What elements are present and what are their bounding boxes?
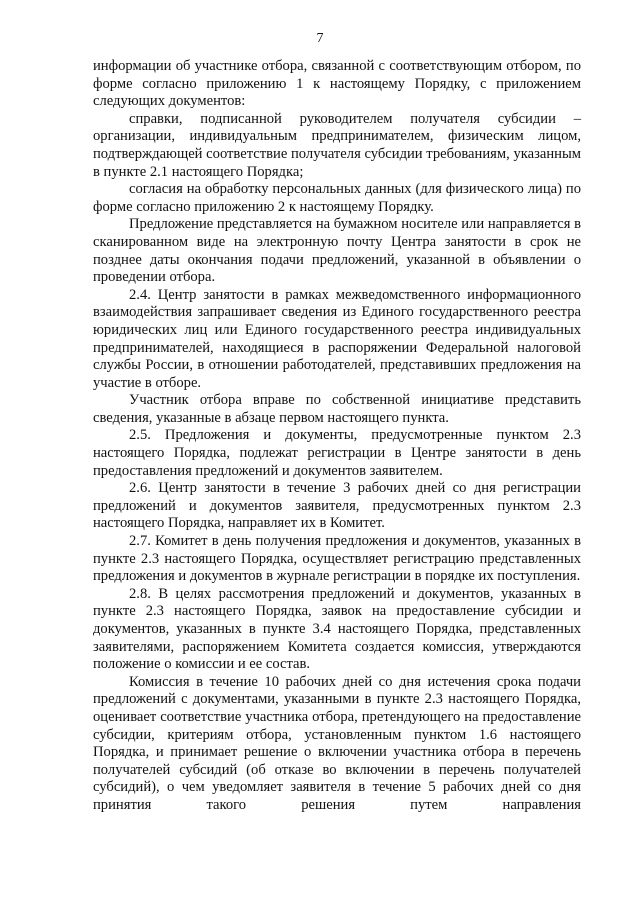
paragraph-certificate: справки, подписанной руководителем получателя субсидии – организации, индивидуальным предпринимателем, физическим лицом, подтверждающей соответствие получателя субсидии требованиям, указанным в пункте 2.1 настоящего Порядка; [93, 110, 581, 180]
paragraph-own-initiative: Участник отбора вправе по собственной инициативе представить сведения, указанные в абзаце первом настоящего пункта. [93, 392, 581, 426]
paragraph-2-5: 2.5. Предложения и документы, предусмотренные пунктом 2.3 настоящего Порядка, подлежат регистрации в Центре занятости в день предоставления предложений и документов заявителем. [93, 427, 581, 479]
paragraph-2-4: 2.4. Центр занятости в рамках межведомственного информационного взаимодействия запрашивает сведения из Единого государственного реестра юридических лиц или Единого государственного реестра индивидуальных предпринимателей, находящиеся в распоряжении Федеральной налоговой службы России, в отношении работодателей, представивших предложения на участие в отборе. [93, 286, 581, 391]
paragraph-2-8: 2.8. В целях рассмотрения предложений и документов, указанных в пункте 2.3 настоящего Порядка, заявок на предоставление субсидии и документов, указанных в пункте 3.4 настоящего Порядка, представленных заявителями, распоряжением Комитета создается комиссия, утверждаются положение о комиссии и ее состав. [93, 585, 581, 673]
paragraph-proposal-submission: Предложение представляется на бумажном носителе или направляется в сканированном виде на электронную почту Центра занятости в срок не позднее даты окончания подачи предложений, указанной в объявлении о проведении отбора. [93, 216, 581, 286]
paragraph-2-7: 2.7. Комитет в день получения предложения и документов, указанных в пункте 2.3 настоящего Порядка, осуществляет регистрацию представленных предложения и документов в журнале регистрации в порядке их поступления. [93, 533, 581, 585]
paragraph-consent: согласия на обработку персональных данных (для физического лица) по форме согласно приложению 2 к настоящему Порядку. [93, 181, 581, 215]
paragraph-commission: Комиссия в течение 10 рабочих дней со дня истечения срока подачи предложений с документами, указанными в пункте 2.3 настоящего Порядка, оценивает соответствие участника отбора, претендующего на предоставление субсидии, критериям отбора, установленным пунктом 1.6 настоящего Порядка, и принимает решение о включении участника отбора в перечень получателей субсидий (об отказе во включении в перечень получателей субсидий), о чем уведомляет заявителя в течение 5 рабочих дней со дня принятия такого решения путем направления [93, 673, 581, 813]
paragraph-continuation: информации об участнике отбора, связанной с соответствующим отбором, по форме согласно приложению 1 к настоящему Порядку, с приложением следующих документов: [93, 58, 581, 110]
document-body [93, 58, 581, 815]
page-number: 7 [316, 31, 324, 46]
paragraph-2-6: 2.6. Центр занятости в течение 3 рабочих дней со дня регистрации предложений и документов заявителя, предусмотренных пунктом 2.3 настоящего Порядка, направляет их в Комитет. [93, 480, 581, 532]
